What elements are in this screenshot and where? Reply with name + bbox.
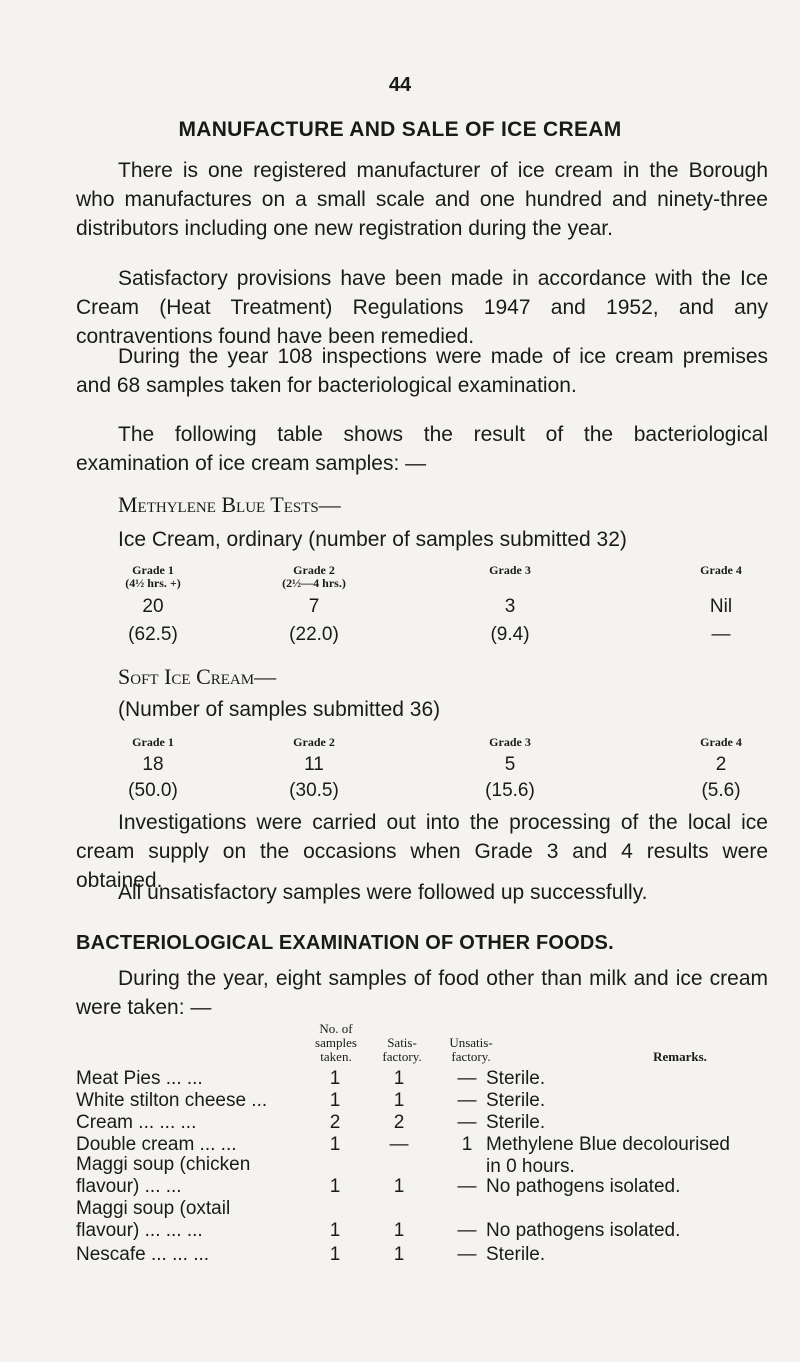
ordinary-header-grade-1: Grade 1 (4½ hrs. +) [125,563,181,590]
paragraph-inspections: During the year 108 inspections were made of ice cream premises and 68 samples taken for bacteriological examination. [76,345,768,397]
cell-satisfactory: — [389,1134,409,1155]
cell-remarks: No pathogens isolated. [486,1176,681,1197]
cell-unsatisfactory: — [457,1068,477,1089]
cell-satisfactory: 1 [393,1090,405,1111]
food-name: Cream ... ... ... [76,1112,197,1133]
food-name: Maggi soup (oxtail flavour) ... ... ... [76,1198,231,1241]
header-satisfactory: Satis- factory. [382,1035,422,1064]
page-number: 44 [388,74,412,96]
cell-taken: 2 [329,1112,341,1133]
soft-percent-4: (5.6) [701,780,741,801]
cell-unsatisfactory: — [457,1176,477,1197]
ordinary-count-1: 20 [142,596,164,617]
paragraph-follow-up: All unsatisfactory samples were followed up successfully. [118,881,648,904]
cell-unsatisfactory: 1 [461,1134,473,1155]
ordinary-count-3: 3 [504,596,516,617]
paragraph-other-foods-intro: During the year, eight samples of food other than milk and ice cream were taken: — [76,967,768,1019]
cell-remarks: Methylene Blue decolourised in 0 hours. [486,1134,730,1177]
soft-count-4: 2 [715,754,727,775]
soft-percent-2: (30.5) [289,780,339,801]
cell-taken: 1 [329,1220,341,1241]
food-name: White stilton cheese ... [76,1090,268,1111]
header-unsatisfactory: Unsatis- factory. [449,1035,493,1064]
ordinary-percent-1: (62.5) [128,624,178,645]
food-name: Maggi soup (chicken flavour) ... ... [76,1154,251,1197]
paragraph-manufacturer: There is one registered manufacturer of ice cream in the Borough who manufactures on a small scale and one hundred and ninety-three distributors including one new registration during the year. [76,159,768,240]
cell-satisfactory: 1 [393,1176,405,1197]
soft-count-2: 11 [304,754,324,775]
cell-remarks: Sterile. [486,1112,546,1133]
soft-count-3: 5 [504,754,516,775]
soft-header-grade-2: Grade 2 [293,735,335,749]
food-name: Double cream ... ... [76,1134,237,1155]
header-remarks: Remarks. [653,1049,707,1064]
cell-unsatisfactory: — [457,1244,477,1265]
cell-unsatisfactory: — [457,1112,477,1133]
ordinary-count-4: Nil [709,596,733,617]
ordinary-header-grade-4: Grade 4 [700,563,742,577]
ordinary-count-2: 7 [308,596,320,617]
soft-percent-1: (50.0) [128,780,178,801]
soft-header-grade-4: Grade 4 [700,735,742,749]
section-title-ice-cream: MANUFACTURE AND SALE OF ICE CREAM [178,118,622,141]
soft-count-1: 18 [142,754,164,775]
soft-header-grade-3: Grade 3 [489,735,531,749]
ordinary-header-grade-3: Grade 3 [489,563,531,577]
cell-taken: 1 [329,1176,341,1197]
ordinary-percent-2: (22.0) [289,624,339,645]
ordinary-label: Ice Cream, ordinary (number of samples submitted 32) [118,528,627,551]
ordinary-percent-3: (9.4) [490,624,530,645]
methylene-heading: Methylene Blue Tests— [118,492,341,517]
cell-taken: 1 [329,1134,341,1155]
paragraph-investigations: Investigations were carried out into the processing of the local ice cream supply on the occasions when Grade 3 and 4 results were obtained. [76,811,768,892]
cell-remarks: No pathogens isolated. [486,1220,681,1241]
cell-taken: 1 [329,1090,341,1111]
cell-satisfactory: 1 [393,1220,405,1241]
cell-satisfactory: 1 [393,1068,405,1089]
cell-satisfactory: 2 [393,1112,405,1133]
food-name: Nescafe ... ... ... [76,1244,210,1265]
cell-remarks: Sterile. [486,1068,546,1089]
paragraph-table-intro: The following table shows the result of the bacteriological examination of ice cream samples: — [76,423,768,475]
paragraph-regulations: Satisfactory provisions have been made in accordance with the Ice Cream (Heat Treatment) Regulations 1947 and 1952, and any contraventions found have been remedied. [76,267,768,348]
food-name: Meat Pies ... ... [76,1068,203,1089]
ordinary-header-grade-2: Grade 2 (2½—4 hrs.) [282,563,346,590]
cell-unsatisfactory: — [457,1090,477,1111]
cell-unsatisfactory: — [457,1220,477,1241]
cell-taken: 1 [329,1068,341,1089]
soft-label: (Number of samples submitted 36) [118,698,441,721]
header-samples-taken: No. of samples taken. [315,1021,357,1064]
soft-ice-cream-heading: Soft Ice Cream— [118,664,277,689]
section-title-other-foods: BACTERIOLOGICAL EXAMINATION OF OTHER FOODS. [76,932,614,954]
cell-satisfactory: 1 [393,1244,405,1265]
soft-percent-3: (15.6) [485,780,535,801]
cell-remarks: Sterile. [486,1244,546,1265]
cell-taken: 1 [329,1244,341,1265]
ordinary-percent-4: — [711,624,731,645]
cell-remarks: Sterile. [486,1090,546,1111]
soft-header-grade-1: Grade 1 [132,735,174,749]
